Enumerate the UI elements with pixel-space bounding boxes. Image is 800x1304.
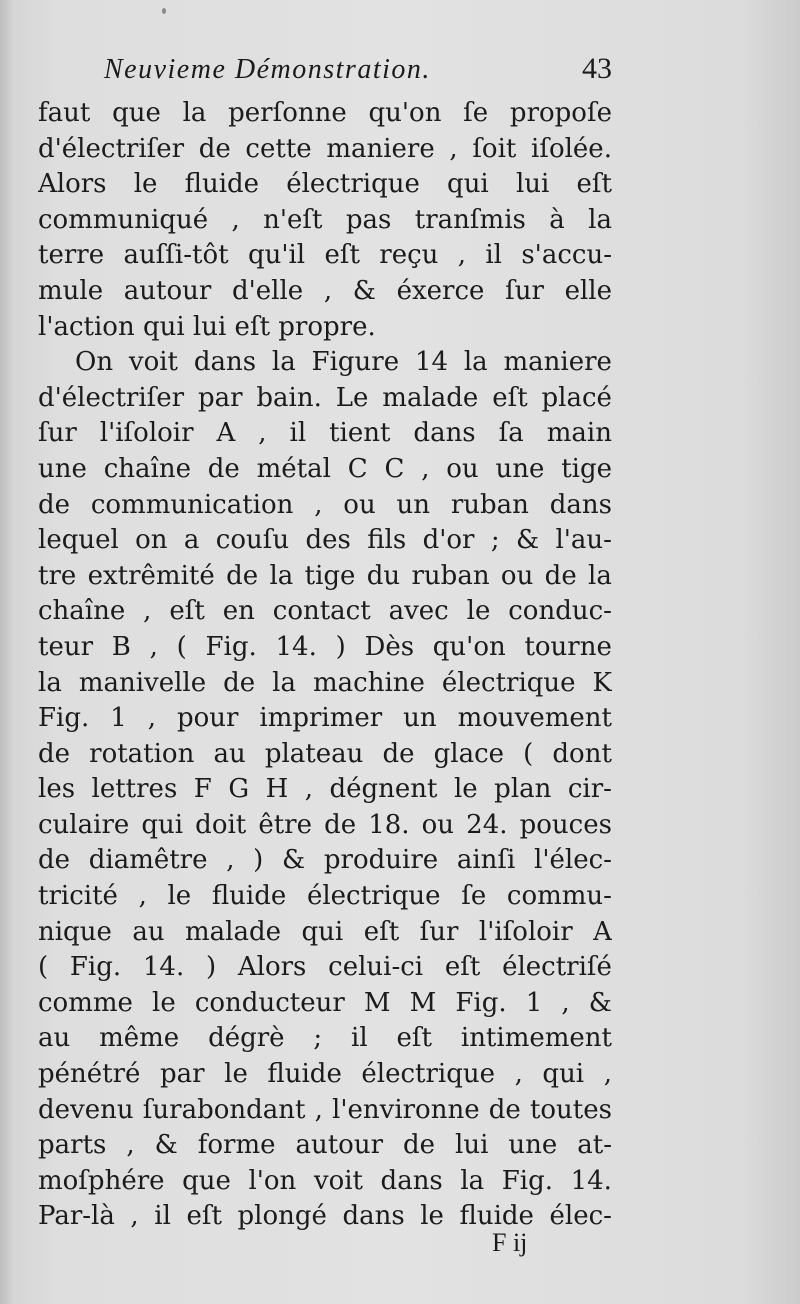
text-line: Par-là , il eſt plongé dans le fluide élec- bbox=[38, 1201, 612, 1232]
text-line: parts , & forme autour de lui une at- bbox=[38, 1130, 612, 1161]
text-line: de communication , ou un ruban dans bbox=[38, 489, 612, 520]
text-line: faut que la perſonne qu'on ſe propoſe bbox=[38, 98, 612, 128]
text-line: Alors le fluide électrique qui lui eſt bbox=[38, 169, 612, 200]
text-line: tre extrêmité de la tige du ruban ou de la bbox=[38, 560, 612, 591]
text-line: teur B , ( Fig. 14. ) Dès qu'on tourne bbox=[38, 631, 612, 662]
text-line: mule autour d'elle , & éxerce ſur elle bbox=[38, 275, 612, 306]
text-line: pénétré par le fluide électrique , qui , bbox=[38, 1059, 612, 1090]
text-line: tricité , le fluide électrique ſe commu- bbox=[38, 881, 612, 912]
page-number: 43 bbox=[582, 52, 612, 85]
text-line: communiqué , n'eſt pas tranſmis à la bbox=[38, 204, 612, 235]
text-line: de rotation au plateau de glace ( dont bbox=[38, 738, 612, 769]
text-line: de diamêtre , ) & produire ainſi l'élec- bbox=[38, 845, 612, 876]
text-line: les lettres F G H , dégnent le plan cir- bbox=[38, 774, 612, 805]
text-line: nique au malade qui eſt ſur l'iſoloir A bbox=[38, 916, 612, 947]
text-line: ſur l'iſoloir A , il tient dans ſa main bbox=[38, 418, 612, 449]
text-line: chaîne , eſt en contact avec le conduc- bbox=[38, 596, 612, 627]
text-line: une chaîne de métal C C , ou une tige bbox=[38, 453, 612, 484]
text-line: d'électriſer de cette maniere , ſoit iſolée. bbox=[38, 133, 612, 164]
page-text bbox=[38, 52, 612, 1235]
signature-mark: F ij bbox=[492, 1228, 528, 1257]
text-line: comme le conducteur M M Fig. 1 , & bbox=[38, 987, 612, 1018]
text-line: Fig. 1 , pour imprimer un mouvement bbox=[38, 703, 612, 734]
text-line: devenu ſurabondant , l'environne de toutes bbox=[38, 1094, 612, 1125]
text-line: terre auſſi-tôt qu'il eſt reçu , il s'accu- bbox=[38, 240, 612, 271]
text-line: au même dégrè ; il eſt intimement bbox=[38, 1023, 612, 1054]
text-line: l'action qui lui eſt propre. bbox=[38, 311, 376, 342]
running-head: Neuvieme Démonstration. bbox=[104, 54, 431, 85]
body-text bbox=[38, 96, 612, 1235]
text-line: culaire qui doit être de 18. ou 24. pouces bbox=[38, 809, 612, 840]
text-line: moſphére que l'on voit dans la Fig. 14. bbox=[38, 1165, 612, 1196]
text-line: On voit dans la Figure 14 la maniere bbox=[75, 347, 612, 378]
page-header bbox=[38, 52, 612, 96]
text-line: d'électriſer par bain. Le malade eſt placé bbox=[38, 382, 612, 413]
text-line: ( Fig. 14. ) Alors celui-ci eſt électriſé bbox=[38, 952, 612, 983]
text-line: la manivelle de la machine électrique K bbox=[38, 667, 612, 698]
text-line: lequel on a couſu des fils d'or ; & l'au- bbox=[38, 525, 612, 556]
ink-speck bbox=[162, 8, 166, 14]
